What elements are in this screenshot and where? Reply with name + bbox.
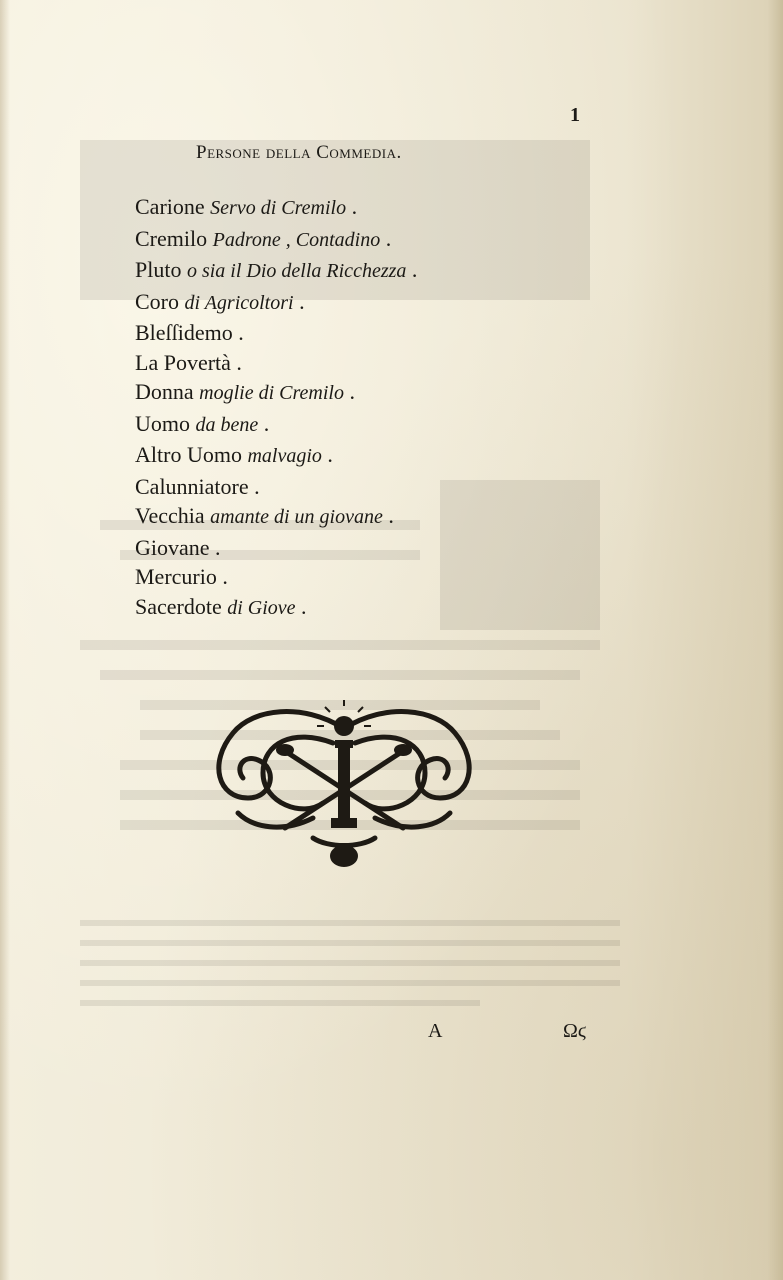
character-description: da bene bbox=[195, 413, 259, 436]
entry-period: . bbox=[254, 473, 260, 499]
entry-period: . bbox=[222, 564, 228, 589]
character-description: di Agricoltori bbox=[184, 291, 294, 314]
cast-entry bbox=[135, 592, 417, 624]
entry-period: . bbox=[385, 225, 392, 251]
entry-period: . bbox=[349, 379, 355, 404]
entry-period: . bbox=[301, 593, 307, 619]
character-name: Pluto bbox=[135, 257, 182, 282]
cast-entry bbox=[135, 287, 417, 319]
cast-entry bbox=[135, 562, 417, 592]
character-description: o sia il Dio della Ricchezza bbox=[186, 260, 407, 282]
entry-period: . bbox=[351, 194, 358, 219]
cast-list bbox=[135, 192, 417, 623]
cast-entry bbox=[135, 377, 417, 409]
entry-period: . bbox=[299, 288, 305, 314]
character-name: Vecchia bbox=[135, 503, 205, 528]
character-name: La Povertà bbox=[135, 349, 231, 375]
entry-period: . bbox=[236, 349, 242, 375]
character-name: Carione bbox=[135, 194, 205, 219]
character-name: Sacerdote bbox=[135, 593, 222, 619]
character-name: Coro bbox=[135, 288, 179, 314]
character-name: Mercurio bbox=[135, 564, 217, 589]
character-name: Donna bbox=[135, 379, 194, 404]
character-name: Altro Uomo bbox=[135, 442, 242, 467]
entry-period: . bbox=[388, 503, 394, 528]
page-heading: Persone della Commedia. bbox=[196, 142, 402, 163]
entry-period: . bbox=[411, 257, 418, 282]
cast-entry bbox=[135, 224, 417, 256]
cast-entry bbox=[135, 348, 417, 378]
character-name: Bleſſidemo bbox=[135, 320, 233, 345]
character-description: Padrone , Contadino bbox=[212, 228, 381, 251]
character-name: Giovane bbox=[135, 534, 210, 560]
entry-period: . bbox=[238, 320, 244, 345]
cast-entry bbox=[135, 501, 417, 533]
character-name: Calunniatore bbox=[135, 473, 249, 499]
cast-entry bbox=[135, 192, 417, 224]
cast-entry bbox=[135, 318, 417, 348]
character-description: moglie di Cremilo bbox=[199, 382, 344, 404]
cast-entry bbox=[135, 440, 417, 472]
catchword: Ωϛ bbox=[563, 1020, 587, 1042]
character-description: di Giove bbox=[227, 596, 296, 619]
printers-ornament bbox=[193, 698, 495, 870]
entry-period: . bbox=[263, 410, 270, 436]
character-name: Uomo bbox=[135, 410, 190, 436]
page-edge-shadow bbox=[0, 0, 10, 1280]
page-number: 1 bbox=[570, 104, 580, 126]
cast-entry bbox=[135, 409, 417, 441]
character-description: amante di un giovane bbox=[210, 506, 383, 528]
cast-entry bbox=[135, 533, 417, 563]
character-description: malvagio bbox=[247, 445, 322, 467]
signature-mark: A bbox=[428, 1020, 443, 1042]
entry-period: . bbox=[327, 442, 333, 467]
character-name: Cremilo bbox=[135, 225, 208, 251]
cast-entry bbox=[135, 255, 417, 287]
entry-period: . bbox=[215, 534, 221, 560]
character-description: Servo di Cremilo bbox=[210, 197, 347, 219]
cast-entry bbox=[135, 472, 417, 502]
